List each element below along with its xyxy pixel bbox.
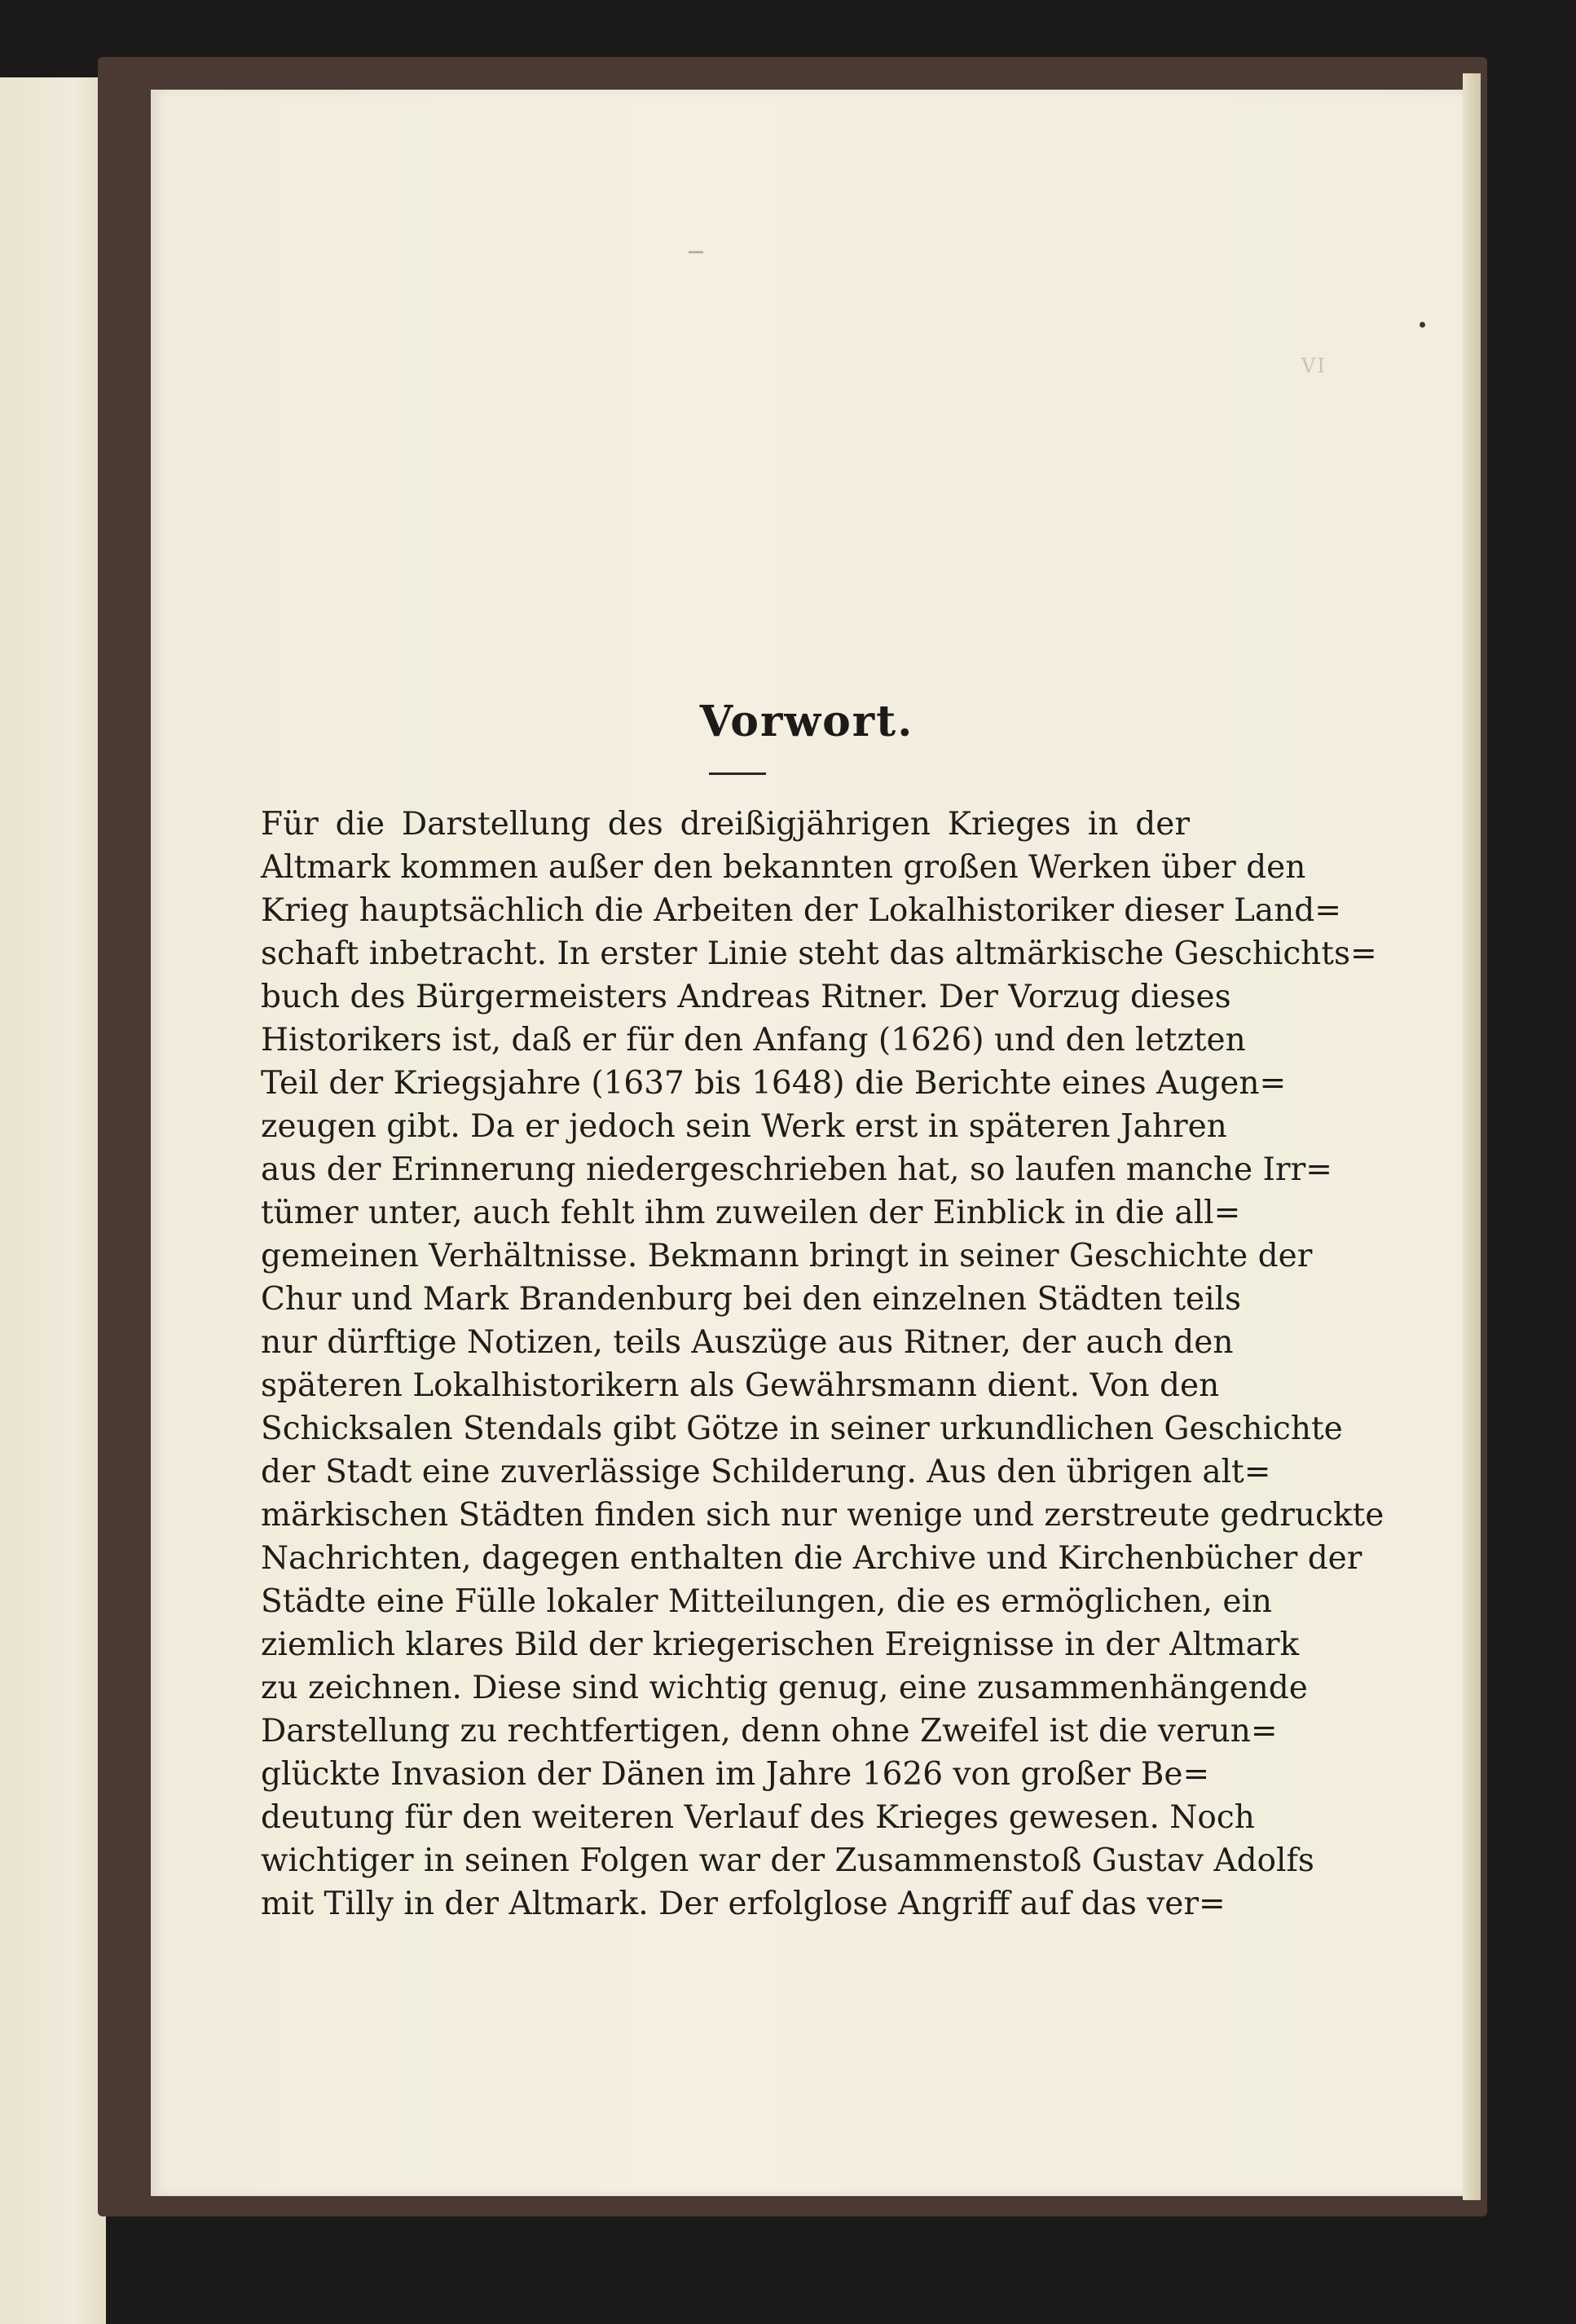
- text-line: Schicksalen Stendals gibt Götze in seiner urkundlichen Geschichte: [261, 1411, 1343, 1447]
- text-line: ziemlich klares Bild der kriegerischen Ereignisse in der Altmark: [261, 1626, 1300, 1663]
- stray-dot: [1420, 322, 1425, 328]
- text-line: märkischen Städten finden sich nur wenige und zerstreute gedruckte: [261, 1497, 1385, 1534]
- text-line: der Stadt eine zuverlässige Schilderung. Aus den übrigen alt=: [261, 1454, 1271, 1490]
- text-line: Städte eine Fülle lokaler Mitteilungen, die es ermöglichen, ein: [261, 1583, 1273, 1620]
- text-line: glückte Invasion der Dänen im Jahre 1626 von großer Be=: [261, 1756, 1210, 1793]
- text-line: Darstellung zu rechtfertigen, denn ohne Zweifel ist die verun=: [261, 1713, 1278, 1750]
- text-line: Krieg hauptsächlich die Arbeiten der Lokalhistoriker dieser Land=: [261, 892, 1341, 929]
- text-line: wichtiger in seinen Folgen war der Zusammenstoß Gustav Adolfs: [261, 1842, 1314, 1879]
- text-line: Für die Darstellung des dreißigjährigen Krieges in der: [261, 806, 1190, 843]
- page-block-edge: [1463, 73, 1481, 2200]
- text-line: Historikers ist, daß er für den Anfang (1626) und den letzten: [261, 1022, 1246, 1059]
- text-line: Altmark kommen außer den bekannten großen Werken über den: [261, 849, 1306, 886]
- text-line: aus der Erinnerung niedergeschrieben hat, so laufen manche Irr=: [261, 1151, 1332, 1188]
- facing-page-edge: [0, 77, 106, 2324]
- text-line: mit Tilly in der Altmark. Der erfolglose Angriff auf das ver=: [261, 1886, 1226, 1922]
- text-line: Teil der Kriegsjahre (1637 bis 1648) die Berichte eines Augen=: [261, 1065, 1287, 1102]
- title-rule: [709, 772, 766, 775]
- text-line: gemeinen Verhältnisse. Bekmann bringt in seiner Geschichte der: [261, 1238, 1313, 1274]
- chapter-title: Vorwort.: [699, 697, 914, 746]
- body-text: [261, 803, 1385, 1926]
- text-line: Chur und Mark Brandenburg bei den einzelnen Städten teils: [261, 1281, 1242, 1318]
- text-line: Nachrichten, dagegen enthalten die Archive und Kirchenbücher der: [261, 1540, 1362, 1577]
- text-line: schaft inbetracht. In erster Linie steht das altmärkische Geschichts=: [261, 935, 1377, 972]
- text-line: zu zeichnen. Diese sind wichtig genug, eine zusammenhängende: [261, 1670, 1308, 1706]
- text-line: späteren Lokalhistorikern als Gewährsmann dient. Von den: [261, 1367, 1220, 1404]
- text-line: zeugen gibt. Da er jedoch sein Werk erst in späteren Jahren: [261, 1108, 1227, 1145]
- text-line: nur dürftige Notizen, teils Auszüge aus Ritner, der auch den: [261, 1324, 1234, 1361]
- text-line: tümer unter, auch fehlt ihm zuweilen der Einblick in die all=: [261, 1195, 1241, 1231]
- stray-mark: [689, 251, 703, 253]
- text-line: buch des Bürgermeisters Andreas Ritner. Der Vorzug dieses: [261, 979, 1231, 1015]
- page-number: VI: [1301, 354, 1327, 377]
- text-line: deutung für den weiteren Verlauf des Krieges gewesen. Noch: [261, 1799, 1255, 1836]
